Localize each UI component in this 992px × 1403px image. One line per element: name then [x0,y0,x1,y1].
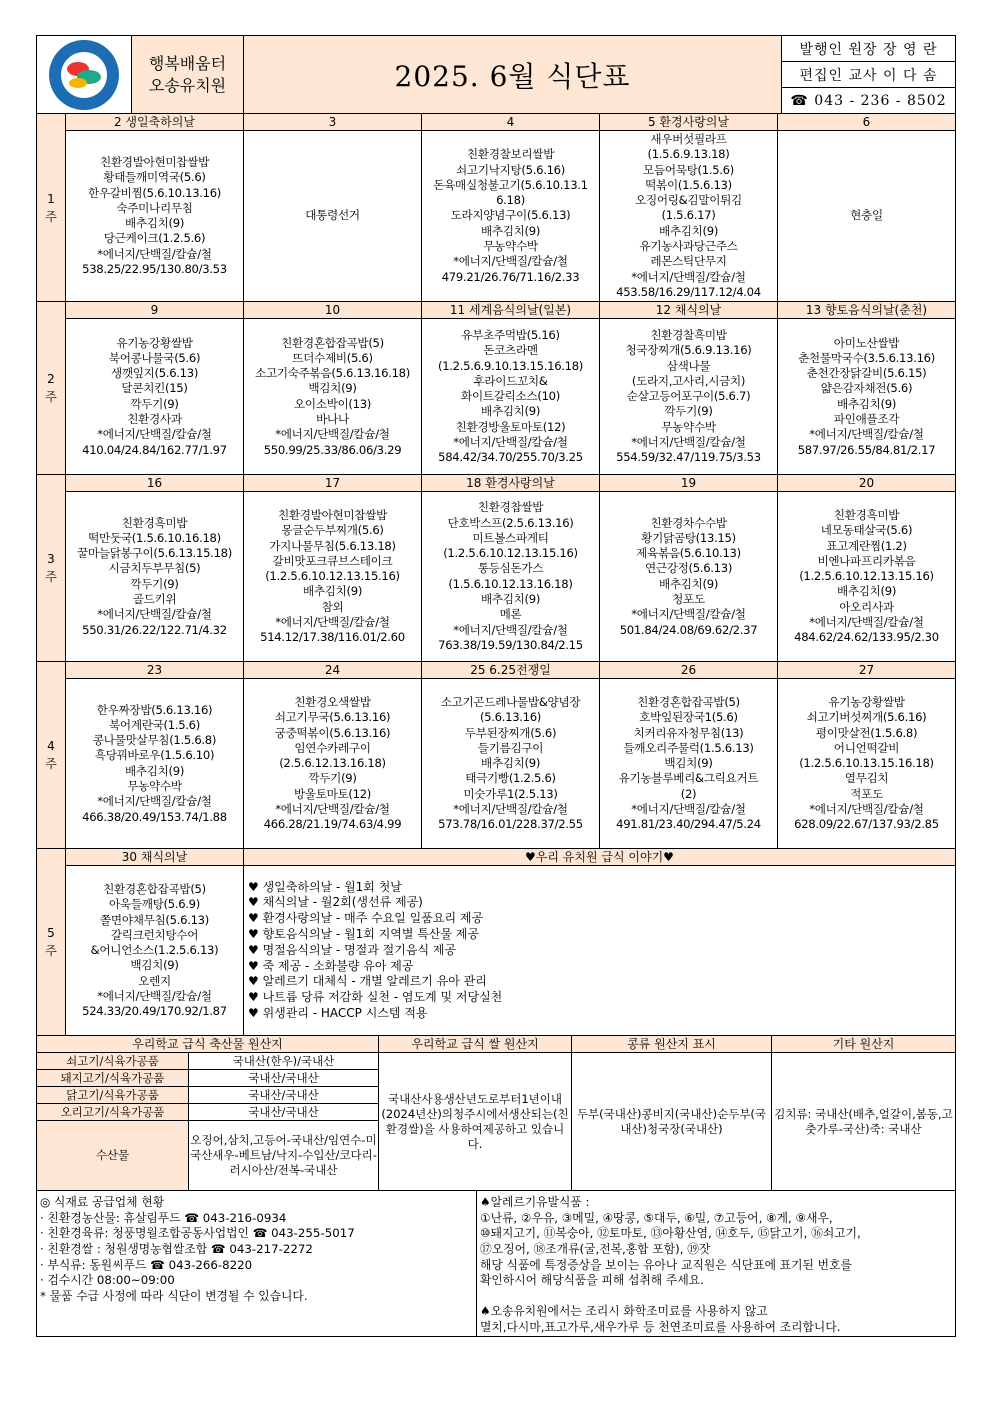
menu-line: *에너지/단백질/칼슘/철 [453,622,568,637]
menu-line: 청포도 [672,592,705,607]
bean-origin-line: 청국장(국내산) [647,1121,723,1136]
menu-line: (1.2.5.6.10.12.13.15.16) [443,546,578,561]
supplier-line: · 검수시간 08:00~09:00 [40,1273,175,1288]
rice-origin-line: 1년이내(2024년산)의 [381,1091,562,1121]
rice-origin-line: 국내산사용 [388,1091,444,1106]
menu-line: 참외 [321,599,344,614]
day-header: 23 [66,662,244,679]
story-item: ♥ 향토음식의날 - 월1회 지역별 특산물 제공 [248,927,480,942]
day-menu [600,492,778,662]
menu-line: 들깨오리주물럭(1.5.6.13) [623,740,754,755]
rice-origin-title: 우리학교 급식 쌀 원산지 [379,1036,572,1053]
menu-line: 한우짜장밥(5.6.13.16) [96,702,213,717]
menu-line: 춘천간장닭갈비(5.6.15) [806,366,927,381]
menu-line: 배추김치(9) [124,216,185,231]
bean-origin-line: 순두부(국내산) [620,1106,767,1136]
menu-line: 도라지양념구이(5.6.13) [450,208,571,223]
menu-line: 얇은감자채전(5.6) [820,381,913,396]
etc-origin-line: (배추,얼갈이,봄동, [848,1106,942,1121]
menu-line: (1.5.6.9.13.18) [647,147,730,162]
menu-line: 763.38/19.59/130.84/2.15 [438,637,583,652]
footer-table [36,1190,956,1336]
menu-line: 587.97/26.55/84.81/2.17 [797,442,936,457]
rice-origin-line: 생산되는(친환경쌀)을 사용하여 [385,1106,569,1136]
day-header: 17 [244,475,422,492]
supplier-line: · 친환경농산물: 휴살림푸드 ☎ 043-216-0934 [40,1210,287,1225]
day-header: 6 [778,114,956,131]
menu-line: (1.2.5.6.10.13.15.16.18) [799,756,934,771]
menu-line: 배추김치(9) [480,223,541,238]
menu-line: *에너지/단백질/칼슘/철 [275,427,390,442]
menu-line: 491.81/23.40/294.47/5.24 [616,817,761,832]
supplier-line: · 친환경쌀 : 청원생명농협쌀조합 ☎ 043-217-2272 [40,1242,313,1257]
menu-line: 573.78/16.01/228.37/2.55 [438,817,583,832]
seafood-origin-line: 코다리-러시아산/전복-국내산 [229,1148,377,1178]
day-menu [600,679,778,849]
menu-line: *에너지/단백질/칼슘/철 [809,615,924,629]
menu-line: (2.5.6.12.13.16.18) [279,756,386,771]
menu-line: 배추김치(9) [836,584,897,599]
menu-line: 유기농블루베리&그릭요거트 [618,771,759,786]
menu-line: 550.99/25.33/86.06/3.29 [263,442,402,457]
livestock-origin-title: 우리학교 급식 축산물 원산지 [37,1036,379,1053]
bean-origin-title: 콩류 원산지 표시 [572,1036,772,1053]
menu-line: 시금치두부무침(5) [108,561,201,576]
school-name [132,36,244,114]
menu-line: 방울토마토(12) [293,786,372,801]
supplier-line: · 친환경육류: 청풍명월조합공동사업법인 ☎ 043-255-5017 [40,1226,355,1241]
bean-origin [572,1053,772,1191]
etc-origin [772,1053,956,1191]
day-header: 13 향토음식의날(춘천) [778,302,956,319]
menu-line: 584.42/34.70/255.70/3.25 [438,450,583,465]
rice-origin-line: 제공하고 있습니다. [467,1121,565,1151]
menu-line: 친환경혼합잡곡밥(5) [637,694,740,709]
menu-line: 가지나물무침(5.6.13.18) [269,538,396,553]
allergy-line: 멸치,다시마,표고가루,새우가루 등 천연조미료를 사용하여 조리합니다. [480,1320,841,1335]
day-menu [66,319,244,475]
menu-line: &어니언소스(1.2.5.6.13) [90,943,219,958]
menu-line: 갈비맛포크큐브스테이크 [272,553,393,568]
menu-line: (5.6.13.16) [479,710,542,725]
menu-line: 새우버섯필라프 [650,132,727,146]
menu-line: *에너지/단백질/칼슘/철 [631,269,746,284]
menu-line: 배추김치(9) [480,592,541,607]
story-item: ♥ 알레르기 대체식 - 개별 알레르기 유아 관리 [248,974,487,989]
menu-line: 바나나 [316,412,349,427]
menu-line: 열무김치 [844,771,889,786]
menu-line: 배추김치(9) [124,763,185,778]
menu-line: 콩나물맛살무침(1.5.6.8) [92,733,217,748]
livestock-origin: 국내산/국내산 [189,1104,379,1121]
menu-line: 미숫가루1(2.5.13) [463,786,558,801]
menu-line: 오이소박이(13) [293,396,372,411]
livestock-item: 오리고기/식육가공품 [37,1104,189,1121]
day-menu [778,492,956,662]
menu-line: 치커리유자청무침(13) [633,725,744,740]
phone-number [782,88,956,114]
allergy-line: ⑰오징어, ⑱조개류(굴,전복,홍합 포함), ⑲잣 [480,1242,711,1257]
day-header: 2 생일축하의날 [66,114,244,131]
menu-line: 떡볶이(1.5.6.13) [645,177,732,192]
day-menu [600,131,778,302]
menu-line: 생깻잎지(5.6.13) [110,366,199,381]
editor: 편집인 교사 이 다 솜 [782,62,956,88]
menu-line: 친환경오색쌀밥 [294,694,371,709]
menu-line: 453.58/16.29/117.12/4.04 [616,284,761,299]
day-menu [422,131,600,302]
supplier-line: ◎ 식재료 공급업체 현황 [40,1195,165,1210]
day-header: 26 [600,662,778,679]
day-menu [66,492,244,662]
etc-origin-line: 고춧가루-국산) [805,1106,953,1136]
etc-origin-line: 죽: 국내산 [869,1121,922,1136]
publisher: 발행인 원장 장 영 란 [782,36,956,62]
menu-line: 친환경찰보리쌀밥 [466,147,555,162]
menu-line: 친환경방울토마토(12) [455,419,566,434]
allergy-info [477,1191,956,1336]
menu-line: 484.62/24.62/133.95/2.30 [794,630,939,645]
menu-line: 524.33/20.49/170.92/1.87 [82,1004,227,1019]
livestock-origin: 국내산/국내산 [189,1070,379,1087]
menu-line: 배추김치(9) [658,223,719,238]
menu-line: 파인애플조각 [833,412,900,427]
day-header: 16 [66,475,244,492]
menu-line: 북어콩나물국(5.6) [108,350,201,365]
day-menu [778,131,956,302]
menu-line: 황기닭곰탕(13.15) [641,530,736,545]
menu-line: 깍두기(9) [130,396,179,411]
bean-origin-line: 콩비지(국내산) [641,1106,718,1121]
menu-line: 유기농강황쌀밥 [828,694,905,709]
story-item: ♥ 명절음식의날 - 명절과 절기음식 제공 [248,942,457,957]
day-menu [244,319,422,475]
day-menu [66,131,244,302]
menu-line: 순살고등어포구이(5.6.7) [626,389,751,404]
menu-line: 친환경혼합잡곡밥(5) [103,881,206,896]
day-menu [244,679,422,849]
day-header: 11 세계음식의날(일본) [422,302,600,319]
menu-line: *에너지/단백질/칼슘/철 [97,989,212,1003]
menu-line: (1.2.5.6.9.10.13.15.16.18) [437,358,584,373]
menu-line: 쫄면야채무침(5.6.13) [100,912,209,927]
day-menu [66,866,244,1036]
menu-line: (1.2.5.6.10.12.13.15.16) [799,569,934,584]
menu-line: 태극기빵(1.2.5.6) [465,771,556,786]
menu-line: 554.59/32.47/119.75/3.53 [616,450,761,465]
menu-line: 미트볼스파게티 [472,530,549,545]
livestock-origin: 국내산(한우)/국내산 [189,1053,379,1070]
menu-line: 북어계란국(1.5.6) [109,717,200,732]
etc-origin-line: 김치류: 국내산 [774,1106,849,1121]
seafood-origin-line: 오징어,삼치,고등어-국내산/ [190,1133,328,1148]
week-label: 1 주 [37,114,66,302]
day-header: 20 [778,475,956,492]
menu-line: (1.5.6.10.12.13.16.18) [448,576,573,591]
menu-line: 유부초주먹밥(5.16) [461,327,560,342]
menu-line: 501.84/24.08/69.62/2.37 [619,622,758,637]
menu-line: *에너지/단백질/칼슘/철 [97,794,212,809]
menu-line: 무농약수박 [127,779,182,794]
menu-line: 친환경흑미밥 [121,515,188,530]
menu-line: 유기농사과당근주스 [639,239,738,254]
menu-line: 친환경발아현미찹쌀밥 [278,507,387,522]
day-header: 10 [244,302,422,319]
menu-line: 춘천물막국수(3.5.6.13.16) [798,350,935,365]
day-header: 3 [244,114,422,131]
menu-line: 삼색나물 [666,358,711,373]
menu-line: 백김치(9) [664,756,713,771]
menu-line: 골드키위 [132,592,177,607]
menu-line: 레몬스틱단무지 [650,254,727,269]
menu-line: *에너지/단백질/칼슘/철 [453,435,568,449]
menu-line: 흑당꿔바로우(1.5.6.10) [94,748,215,763]
allergy-line: ♠오송유치원에서는 조리시 화학조미료를 사용하지 않고 [480,1304,768,1319]
menu-line: (2) [680,786,697,801]
menu-line: 소고기숙주볶음(5.6.13.16.18) [255,366,410,381]
day-menu [66,679,244,849]
menu-line: 네모동태살국(5.6) [820,523,913,538]
menu-line: 소고기곤드레나물밥&양념장 [440,694,581,709]
seafood-origin [189,1121,379,1191]
menu-line: 통등심돈가스 [477,561,544,576]
menu-page [36,35,956,1337]
menu-line: 모듬어묵탕(1.5.6) [643,162,734,177]
phone-text: 043 - 236 - 8502 [814,92,947,109]
day-header: 25 6.25전쟁일 [422,662,600,679]
menu-line: 표고계란찜(1.2) [826,538,907,553]
day-header: 9 [66,302,244,319]
day-header: 24 [244,662,422,679]
week-label: 4 주 [37,662,66,849]
menu-line: 꿀마늘닭봉구이(5.6.13.15.18) [77,546,232,561]
origin-table [36,1035,956,1191]
menu-line: 오렌지 [138,973,171,988]
menu-line: 550.31/26.22/122.71/4.32 [82,622,227,637]
rice-origin [379,1053,572,1191]
menu-line: 깍두기(9) [130,576,179,591]
menu-line: 아욱들깨탕(5.6.9) [109,897,200,912]
menu-line: *에너지/단백질/칼슘/철 [275,802,390,816]
story-item: ♥ 환경사랑의날 - 매주 수요일 일품요리 제공 [248,911,484,926]
menu-line: 배추김치(9) [480,404,541,419]
menu-line: 친환경흑미밥 [833,507,900,522]
menu-line: 돈코츠라멘 [483,343,538,358]
week-label: 3 주 [37,475,66,662]
supplier-info [37,1191,477,1336]
menu-line: 친환경혼합잡곡밥(5) [281,335,384,350]
menu-grid [36,113,956,1036]
menu-line: 제육볶음(5.6.10.13) [636,546,741,561]
menu-line: 깍두기(9) [308,771,357,786]
menu-line: 두부된장찌개(5.6) [464,725,557,740]
day-header: 12 채식의날 [600,302,778,319]
menu-line: 오징어링&김말이튀김 [635,193,742,208]
day-menu [600,319,778,475]
menu-line: 친환경발아현미찹쌀밥 [100,154,209,169]
menu-line: 후라이드꼬치& [473,373,548,388]
menu-line: (1.2.5.6.10.12.13.15.16) [265,569,400,584]
menu-line: 466.28/21.19/74.63/4.99 [263,817,402,832]
supplier-line: · 부식류: 동원씨푸드 ☎ 043-266-8220 [40,1257,253,1272]
menu-line: 배추김치(9) [302,584,363,599]
menu-line: 청국장찌개(5.6.9.13.16) [625,343,752,358]
menu-line: 배추김치(9) [480,756,541,771]
page-title: 2025. 6월 식단표 [244,36,782,114]
header-table [36,35,956,114]
menu-line: (도라지,고사리,시금치) [631,373,746,388]
allergy-line: 확인하시어 해당식품을 피해 섭취해 주세요. [480,1273,704,1288]
day-header: 19 [600,475,778,492]
menu-line: 친환경찰흑미밥 [650,327,727,342]
menu-line: *에너지/단백질/칼슘/철 [97,246,212,261]
menu-line: *에너지/단백질/칼슘/철 [453,254,568,269]
allergy-line [480,1289,952,1305]
menu-line: *에너지/단백질/칼슘/철 [275,615,390,629]
menu-line: 쇠고기무국(5.6.13.16) [274,710,391,725]
menu-line: 628.09/22.67/137.93/2.85 [794,817,939,832]
livestock-item: 쇠고기/식육가공품 [37,1053,189,1070]
day-menu [244,492,422,662]
menu-line: 단호박스프(2.5.6.13.16) [447,515,574,530]
menu-line: *에너지/단백질/칼슘/철 [809,427,924,442]
day-menu [422,492,600,662]
day-menu [778,679,956,849]
menu-line: 돈육매실청불고기(5.6.10.13.1 [433,177,588,192]
menu-line: 떡만둣국(1.5.6.10.16.18) [88,530,221,545]
menu-line: 백김치(9) [308,381,357,396]
menu-line: 479.21/26.76/71.16/2.33 [441,269,580,284]
menu-line: 궁중떡볶이(5.6.13.16) [274,725,391,740]
menu-line: *에너지/단백질/칼슘/철 [809,802,924,816]
rice-origin-line: 생산년도로부터 [443,1091,522,1106]
menu-line: *에너지/단백질/칼슘/철 [453,802,568,816]
menu-line: 친환경사과 [127,412,182,427]
livestock-origin: 국내산/국내산 [189,1087,379,1104]
day-menu [778,319,956,475]
menu-line: 514.12/17.38/116.01/2.60 [260,630,405,645]
story-list [244,866,956,1036]
day-header: 4 [422,114,600,131]
kindergarten-logo-icon [49,40,119,110]
menu-line: 숙주미나리무침 [116,200,193,215]
story-item: ♥ 채식의날 - 월2회(생선류 제공) [248,895,423,910]
menu-line: 갈릭크런치탕수어 [110,927,199,942]
menu-line: 달콘치킨(15) [121,381,188,396]
livestock-item: 닭고기/식육가공품 [37,1087,189,1104]
week-label: 5 주 [37,849,66,1036]
menu-line: 466.38/20.49/153.74/1.88 [82,809,227,824]
menu-line: 연근강정(5.6.13) [644,561,733,576]
menu-line: 6.18) [496,193,525,208]
menu-line: 평이맛살전(1.5.6.8) [815,725,918,740]
menu-line: *에너지/단백질/칼슘/철 [631,607,746,622]
menu-line: *에너지/단백질/칼슘/철 [97,607,212,622]
menu-line: *에너지/단백질/칼슘/철 [631,435,746,449]
menu-line: 적포도 [850,786,883,801]
etc-origin-title: 기타 원산지 [772,1036,956,1053]
menu-line: 대통령선거 [305,208,360,223]
seafood-origin-line: 새우-베트남/낙지-수입산/ [212,1148,340,1163]
allergy-line: ①난류, ②우유, ③메밀, ④땅콩, ⑤대두, ⑥밀, ⑦고등어, ⑧게, ⑨새우, [480,1210,833,1225]
allergy-line: 해당 식품에 특정증상을 보이는 유아나 교직원은 식단표에 표기된 번호를 [480,1257,852,1272]
menu-line: 배추김치(9) [658,576,719,591]
menu-line: 몽글순두부찌개(5.6) [281,523,384,538]
menu-line: 깍두기(9) [664,404,713,419]
menu-line: 메론 [499,607,522,622]
menu-line: 화이트갈릭소스(10) [461,389,560,404]
allergy-line: ♠알레르기유발식품 : [480,1195,590,1210]
menu-line: *에너지/단백질/칼슘/철 [97,427,212,442]
supplier-line: * 물품 수급 사정에 따라 식단이 변경될 수 있습니다. [40,1288,308,1303]
school-name-line1: 행복배움터 [148,53,227,73]
story-item: ♥ 나트륨 당류 저감화 실천 - 염도계 및 저당실천 [248,990,503,1005]
day-header: 30 채식의날 [66,849,244,866]
story-item: ♥ 죽 제공 - 소화불량 유아 제공 [248,958,414,973]
menu-line: 비엔나파프리카볶음 [817,553,916,568]
menu-line: 어니언떡갈비 [833,740,900,755]
rice-origin-line: 청주시에서 [453,1106,509,1121]
menu-line: 아미노산쌀밥 [833,335,900,350]
menu-line: 쇠고기낙지탕(5.6.16) [456,162,565,177]
logo-cell [37,36,132,114]
menu-line: 538.25/22.95/130.80/3.53 [82,262,227,277]
livestock-item: 돼지고기/식육가공품 [37,1070,189,1087]
menu-line: 친환경찹쌀밥 [477,500,544,515]
menu-line: 410.04/24.84/162.77/1.97 [82,442,227,457]
school-name-line2: 오송유치원 [148,75,227,95]
seafood-item: 수산물 [37,1121,189,1191]
day-header: 27 [778,662,956,679]
seafood-origin-line: 임연수-미국산 [190,1133,377,1163]
menu-line: 당근케이크(1.2.5.6) [103,231,206,246]
allergy-line: ⑩돼지고기, ⑪복숭아, ⑫토마토, ⑬아황산염, ⑭호두, ⑮닭고기, ⑯쇠고기, [480,1226,861,1241]
menu-line: 친환경차수수밥 [650,515,727,530]
menu-line: 황태들깨미역국(5.6) [103,170,206,185]
menu-line: 무농약수박 [483,239,538,254]
story-title: ♥우리 유치원 급식 이야기♥ [244,849,956,866]
menu-line: 백김치(9) [130,958,179,973]
day-menu [422,679,600,849]
menu-line: 쇠고기버섯찌개(5.6.16) [806,710,927,725]
menu-line: 들기름김구이 [477,740,544,755]
menu-line: 뜨더수제비(5.6) [292,350,373,365]
menu-line: (1.5.6.17) [661,208,716,223]
phone-icon: ☎ [790,92,809,109]
menu-line: 임연수카레구이 [294,740,371,755]
menu-line: 유기농강황쌀밥 [116,335,193,350]
day-header: 18 환경사랑의날 [422,475,600,492]
menu-line: 아오리사과 [839,599,894,614]
day-menu [422,319,600,475]
day-header: 5 환경사랑의날 [600,114,778,131]
menu-line: 무농약수박 [661,419,716,434]
day-menu [244,131,422,302]
menu-line: 배추김치(9) [836,396,897,411]
menu-line: 현충일 [850,208,883,223]
menu-line: 한우갈비찜(5.6.10.13.16) [87,185,222,200]
menu-line: 호박잎된장국1(5.6) [639,710,738,725]
story-item: ♥ 생일축하의날 - 월1회 첫날 [248,879,402,894]
bean-origin-line: 두부(국내산) [576,1106,642,1121]
menu-line: *에너지/단백질/칼슘/철 [631,802,746,816]
week-label: 2 주 [37,302,66,475]
story-item: ♥ 위생관리 - HACCP 시스템 적용 [248,1006,428,1021]
